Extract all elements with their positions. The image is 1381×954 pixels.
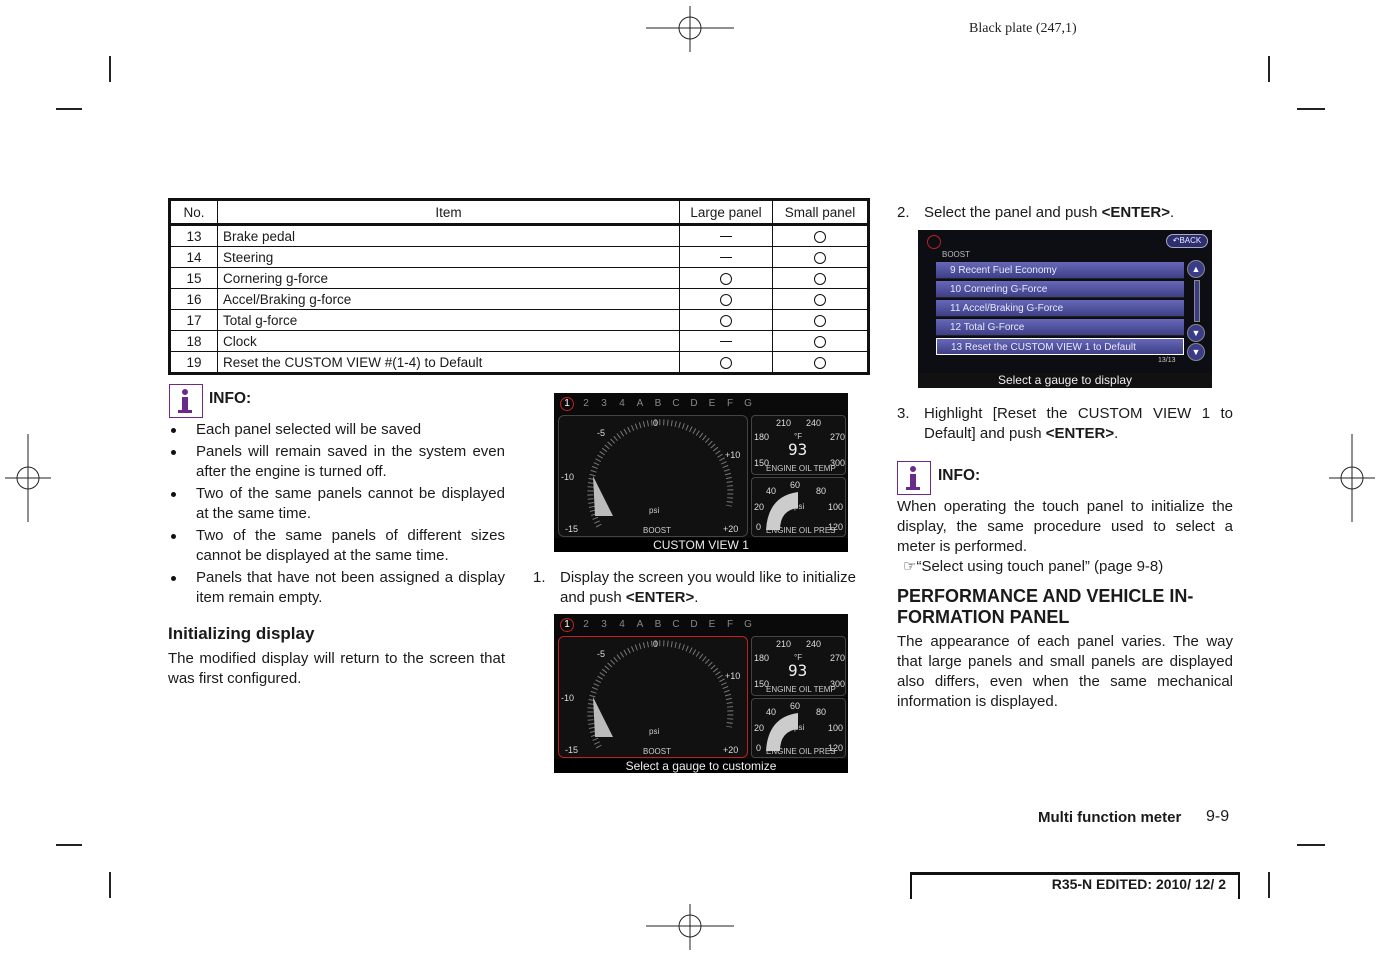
table-row	[170, 268, 869, 289]
circle-mark-icon	[814, 273, 826, 285]
scrollbar[interactable]	[1194, 280, 1200, 322]
dash-mark-icon	[720, 257, 732, 258]
column-header-small: Small panel	[773, 200, 869, 225]
dash-mark-icon	[720, 341, 732, 342]
large-panel-cell	[680, 289, 773, 310]
step-1: 1. Display the screen you would like to initialize and push <ENTER>.	[533, 569, 856, 606]
view-tabs: 1 2 3 4 A B C D E F G	[560, 397, 760, 411]
small-panel-cell	[773, 225, 869, 247]
row-item: Reset the CUSTOM VIEW #(1-4) to Default	[218, 352, 680, 374]
circle-mark-icon	[814, 315, 826, 327]
small-panel-cell	[773, 310, 869, 331]
footer-section-title: Multi function meter	[1038, 809, 1182, 826]
column-header-large: Large panel	[680, 200, 773, 225]
table-row	[170, 247, 869, 268]
info-icon	[169, 384, 203, 418]
page-number: 9-9	[1206, 808, 1230, 825]
oil-pres-gauge: 0 20 40 60 80 100 120 psi ENGINE OIL PRES	[751, 477, 846, 537]
circle-mark-icon	[814, 294, 826, 306]
large-panel-cell	[680, 225, 773, 247]
list-item: Each panel selected will be saved	[168, 420, 505, 440]
row-item: Brake pedal	[218, 225, 680, 247]
table-row	[170, 289, 869, 310]
enter-key-label: <ENTER>	[1045, 425, 1115, 442]
small-panel-cell	[773, 289, 869, 310]
edited-stamp: R35-N EDITED: 2010/ 12/ 2	[910, 872, 1240, 899]
small-panel-cell	[773, 331, 869, 352]
screen-caption: CUSTOM VIEW 1	[554, 538, 848, 552]
step-number: 1.	[533, 569, 546, 586]
table-row	[170, 331, 869, 352]
menu-item[interactable]: 11 Accel/Braking G-Force	[936, 300, 1184, 317]
list-item: Two of the same panels of different sizes cannot be displayed at the same time.	[168, 526, 505, 566]
registration-mark-left	[5, 434, 51, 522]
registration-mark-bottom	[646, 904, 734, 950]
page-counter: 13/13	[1158, 357, 1176, 364]
step-3: 3. Highlight [Reset the CUSTOM VIEW 1 to Default] and push <ENTER>.	[897, 405, 1233, 442]
pointing-hand-icon: ☞	[903, 558, 917, 575]
info-label: INFO:	[209, 390, 252, 407]
list-item: Panels will remain saved in the system even after the engine is turned off.	[168, 442, 505, 482]
row-item: Cornering g-force	[218, 268, 680, 289]
page-up-icon[interactable]: ▲	[1187, 260, 1205, 278]
boost-gauge-selected: -15 -10 -5 0 +10 +20 psi BOOST	[558, 636, 748, 758]
back-icon: ↶	[1172, 236, 1180, 245]
performance-text: The appearance of each panel varies. The way that large panels and small panels are displayed also differs, even when the same mechanical information is displayed.	[897, 633, 1233, 710]
oil-temp-gauge: 180 210 240 270 150 300 °F 93 ENGINE OIL TEMP	[751, 415, 846, 475]
large-panel-cell	[680, 310, 773, 331]
large-panel-cell	[680, 331, 773, 352]
small-panel-cell	[773, 247, 869, 268]
registration-mark-top	[646, 6, 734, 52]
list-item: Panels that have not been assigned a display item remain empty.	[168, 568, 505, 608]
section-heading-performance: PERFORMANCE AND VEHICLE IN-FORMATION PANEL	[897, 586, 1194, 627]
circle-mark-icon	[814, 252, 826, 264]
circle-mark-icon	[720, 273, 732, 285]
step-number: 2.	[897, 204, 910, 221]
section-heading-initializing: Initializing display	[168, 624, 315, 643]
row-item: Steering	[218, 247, 680, 268]
menu-item[interactable]: 10 Cornering G-Force	[936, 281, 1184, 298]
row-number: 14	[170, 247, 218, 268]
info-icon	[897, 461, 931, 495]
menu-item-selected[interactable]: 13 Reset the CUSTOM VIEW 1 to Default	[936, 338, 1184, 355]
info-bullet-list	[168, 420, 505, 610]
column-header-no: No.	[170, 200, 218, 225]
info-label: INFO:	[938, 467, 981, 484]
info-text: When operating the touch panel to initialize the display, the same procedure used to select a meter is performed.	[897, 498, 1233, 555]
view-indicator	[927, 235, 941, 249]
table-row	[170, 310, 869, 331]
panel-items-table	[168, 198, 870, 375]
circle-mark-icon	[720, 315, 732, 327]
row-number: 17	[170, 310, 218, 331]
small-panel-cell	[773, 268, 869, 289]
custom-view-screen	[554, 393, 848, 552]
row-item: Total g-force	[218, 310, 680, 331]
table-row	[170, 225, 869, 247]
step-2: 2. Select the panel and push <ENTER>.	[897, 204, 1175, 221]
back-button[interactable]: ↶BACK	[1166, 234, 1208, 248]
large-panel-cell	[680, 247, 773, 268]
boost-gauge: -15 -10 -5 0 +10 +20 psi BOOST	[558, 415, 748, 537]
row-number: 16	[170, 289, 218, 310]
row-number: 18	[170, 331, 218, 352]
menu-item[interactable]: 9 Recent Fuel Economy	[936, 262, 1184, 279]
circle-mark-icon	[720, 357, 732, 369]
view-tabs: 1 2 3 4 A B C D E F G	[560, 618, 760, 632]
customize-screen	[554, 614, 848, 773]
scroll-down-icon[interactable]: ▼	[1187, 324, 1205, 342]
step-number: 3.	[897, 405, 910, 422]
registration-mark-right	[1329, 434, 1375, 522]
menu-item[interactable]: 12 Total G-Force	[936, 319, 1184, 336]
plate-label: Black plate (247,1)	[969, 21, 1077, 36]
table-row	[170, 352, 869, 374]
circle-mark-icon	[720, 294, 732, 306]
circle-mark-icon	[814, 231, 826, 243]
oil-pres-gauge: 0 20 40 60 80 100 120 psi ENGINE OIL PRES	[751, 698, 846, 758]
small-panel-cell	[773, 352, 869, 374]
list-item: Two of the same panels cannot be displayed at the same time.	[168, 484, 505, 524]
large-panel-cell	[680, 352, 773, 374]
dash-mark-icon	[720, 236, 732, 237]
screen-caption: Select a gauge to display	[918, 373, 1212, 388]
circle-mark-icon	[814, 336, 826, 348]
row-number: 15	[170, 268, 218, 289]
initializing-text: The modified display will return to the screen that was first configured.	[168, 650, 505, 687]
row-item: Accel/Braking g-force	[218, 289, 680, 310]
page-down-icon[interactable]: ▼	[1187, 343, 1205, 361]
page-reference[interactable]: ☞“Select using touch panel” (page 9-8)	[903, 558, 1164, 575]
menu-section-label: BOOST	[942, 250, 971, 259]
column-header-item: Item	[218, 200, 680, 225]
enter-key-label: <ENTER>	[1101, 204, 1170, 221]
oil-temp-gauge: 180 210 240 270 150 300 °F 93 ENGINE OIL TEMP	[751, 636, 846, 696]
screen-caption: Select a gauge to customize	[554, 759, 848, 773]
enter-key-label: <ENTER>	[625, 589, 695, 606]
row-number: 13	[170, 225, 218, 247]
circle-mark-icon	[814, 357, 826, 369]
row-number: 19	[170, 352, 218, 374]
row-item: Clock	[218, 331, 680, 352]
large-panel-cell	[680, 268, 773, 289]
gauge-select-menu	[918, 230, 1212, 388]
